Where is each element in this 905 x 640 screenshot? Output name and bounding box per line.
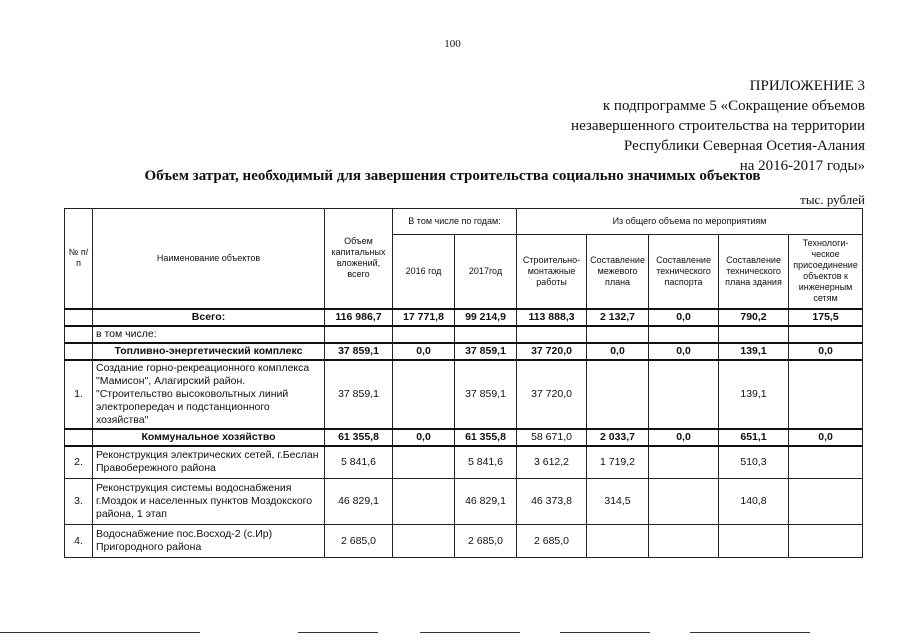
cell-total: 61 355,8 <box>325 429 393 446</box>
header-num: № п/п <box>65 209 93 309</box>
cell-tech-passport <box>649 360 719 429</box>
cell-connection <box>789 446 863 479</box>
table-row-fuel-energy <box>65 343 863 360</box>
header-boundary-plan: Составление межевого плана <box>587 235 649 309</box>
cell-boundary: 2 033,7 <box>587 429 649 446</box>
cell-2017: 5 841,6 <box>455 446 517 479</box>
cell-total: 37 859,1 <box>325 343 393 360</box>
row-number: 2. <box>65 446 93 479</box>
cell-tech-plan: 139,1 <box>719 360 789 429</box>
cell-total: 5 841,6 <box>325 446 393 479</box>
cell-boundary <box>587 525 649 558</box>
cell-tech-passport: 0,0 <box>649 429 719 446</box>
row-name: Всего: <box>93 309 325 326</box>
cell-boundary: 2 132,7 <box>587 309 649 326</box>
cell-2016: 17 771,8 <box>393 309 455 326</box>
row-number: 3. <box>65 479 93 525</box>
cell-connection <box>789 525 863 558</box>
header-connection: Технологи-ческое присоединение объектов к инженерным сетям <box>789 235 863 309</box>
cell-tech-plan <box>719 525 789 558</box>
cell-tech-passport: 0,0 <box>649 309 719 326</box>
cell-construction: 2 685,0 <box>517 525 587 558</box>
cell-2017: 99 214,9 <box>455 309 517 326</box>
table-row-communal <box>65 429 863 446</box>
row-name: Топливно-энергетический комплекс <box>93 343 325 360</box>
cell-2016 <box>393 479 455 525</box>
page-number: 100 <box>444 38 461 50</box>
table-row <box>65 360 863 429</box>
cell-construction: 58 671,0 <box>517 429 587 446</box>
document-title: Объем затрат, необходимый для завершения строительства социально значимых объектов <box>144 168 761 184</box>
header-2016: 2016 год <box>393 235 455 309</box>
cell-construction: 46 373,8 <box>517 479 587 525</box>
row-name: в том числе: <box>93 326 325 343</box>
cell-total: 2 685,0 <box>325 525 393 558</box>
header-2017: 2017год <box>455 235 517 309</box>
appendix-title: ПРИЛОЖЕНИЕ 3 <box>749 78 865 94</box>
cell-tech-passport <box>649 479 719 525</box>
cell-tech-plan: 510,3 <box>719 446 789 479</box>
table-row-total <box>65 309 863 326</box>
header-name: Наименование объектов <box>93 209 325 309</box>
appendix-line-1: к подпрограмме 5 «Сокращение объемов <box>602 98 865 114</box>
cell-construction: 37 720,0 <box>517 360 587 429</box>
cell-tech-passport: 0,0 <box>649 343 719 360</box>
row-name: Водоснабжение пос.Восход-2 (с.Ир) Пригородного района <box>93 525 325 558</box>
header-construction: Строительно-монтажные работы <box>517 235 587 309</box>
cell-boundary: 1 719,2 <box>587 446 649 479</box>
header-tech-plan: Составление технического плана здания <box>719 235 789 309</box>
cell-tech-passport <box>649 525 719 558</box>
row-name: Коммунальное хозяйство <box>93 429 325 446</box>
header-by-activities: Из общего объема по мероприятиям <box>517 209 863 235</box>
header-tech-passport: Составление технического паспорта <box>649 235 719 309</box>
cell-2016: 0,0 <box>393 343 455 360</box>
cell-construction: 3 612,2 <box>517 446 587 479</box>
cell-construction: 113 888,3 <box>517 309 587 326</box>
table-row <box>65 479 863 525</box>
table-row <box>65 525 863 558</box>
units-label: тыс. рублей <box>800 192 865 207</box>
cell-boundary: 0,0 <box>587 343 649 360</box>
cell-2017: 46 829,1 <box>455 479 517 525</box>
row-number: 4. <box>65 525 93 558</box>
cell-tech-plan: 140,8 <box>719 479 789 525</box>
cell-2016 <box>393 525 455 558</box>
cell-total: 116 986,7 <box>325 309 393 326</box>
table-row-including <box>65 326 863 343</box>
cell-2017: 61 355,8 <box>455 429 517 446</box>
appendix-line-4: на 2016-2017 годы» <box>739 158 865 174</box>
cell-boundary: 314,5 <box>587 479 649 525</box>
row-number: 1. <box>65 360 93 429</box>
cell-2016: 0,0 <box>393 429 455 446</box>
cell-construction: 37 720,0 <box>517 343 587 360</box>
row-name: Реконструкция системы водоснабжения г.Моздок и населенных пунктов Моздокского района, 1 этап <box>93 479 325 525</box>
cell-connection <box>789 360 863 429</box>
cell-tech-plan: 139,1 <box>719 343 789 360</box>
cell-connection <box>789 479 863 525</box>
cell-tech-passport <box>649 446 719 479</box>
cell-2016 <box>393 360 455 429</box>
cell-2016 <box>393 446 455 479</box>
table-row <box>65 446 863 479</box>
cell-total: 46 829,1 <box>325 479 393 525</box>
header-total: Объем капитальных вложений, всего <box>325 209 393 309</box>
cell-connection: 175,5 <box>789 309 863 326</box>
cell-2017: 37 859,1 <box>455 360 517 429</box>
cell-tech-plan: 651,1 <box>719 429 789 446</box>
appendix-line-2: незавершенного строительства на территории <box>571 118 865 134</box>
cell-connection: 0,0 <box>789 343 863 360</box>
cost-table <box>64 208 863 558</box>
cell-2017: 2 685,0 <box>455 525 517 558</box>
appendix-block <box>571 76 865 176</box>
cell-total: 37 859,1 <box>325 360 393 429</box>
row-name: Реконструкция электрических сетей, г.Беслан Правобережного района <box>93 446 325 479</box>
header-by-years: В том числе по годам: <box>393 209 517 235</box>
appendix-line-3: Республики Северная Осетия-Алания <box>623 138 865 154</box>
cell-2017: 37 859,1 <box>455 343 517 360</box>
cell-tech-plan: 790,2 <box>719 309 789 326</box>
cell-boundary <box>587 360 649 429</box>
cell-connection: 0,0 <box>789 429 863 446</box>
row-name: Создание горно-рекреационного комплекса "Мамисон", Алагирский район. "Строительство высоковольтных линий электропередач и подстанционного хозяйства" <box>93 360 325 429</box>
footer-rule <box>0 632 905 640</box>
